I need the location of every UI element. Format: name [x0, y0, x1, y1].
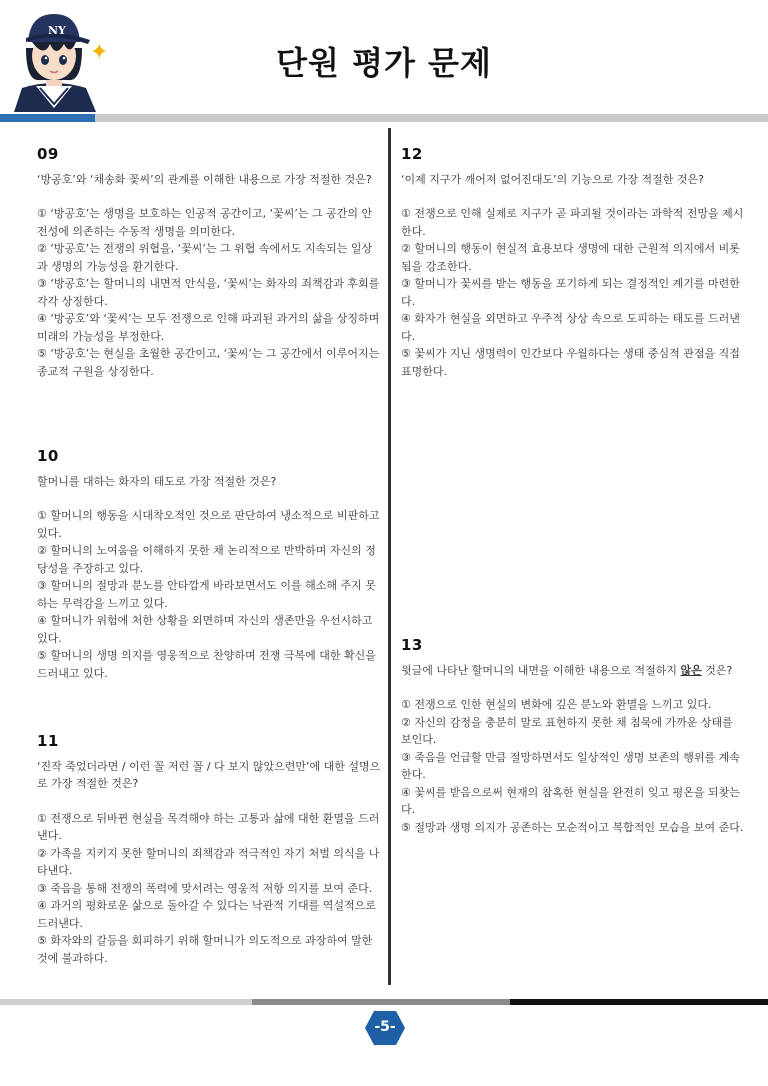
choice-2: ② ‘방공호’는 전쟁의 위협을, ‘꽃씨’는 그 위협 속에서도 지속되는 일상과 생명의 가능성을 환기한다.: [37, 242, 373, 273]
question-stem: 할머니를 대하는 화자의 태도로 가장 적절한 것은?: [37, 474, 277, 488]
choice-1: ① 전쟁으로 인한 현실의 변화에 깊은 분노와 환멸을 느끼고 있다.: [401, 698, 712, 711]
choice-1: ① 전쟁으로 인해 실제로 지구가 곧 파괴될 것이라는 과학적 전망을 제시한다.: [401, 207, 744, 238]
stem-text: 윗글에 나타난 할머니의 내면을 이해한 내용으로 적절하지: [401, 663, 681, 677]
page-number: -5-: [374, 1019, 396, 1035]
choice-2: ② 할머니의 노여움을 이해하지 못한 채 논리적으로 반박하며 자신의 정당성을 주장하고 있다.: [37, 544, 376, 575]
question-number: 12: [401, 145, 423, 163]
page-header: [0, 0, 768, 125]
header-rule-line: [95, 114, 768, 122]
choice-4: ④ ‘방공호’와 ‘꽃씨’는 모두 전쟁으로 인해 파괴된 과거의 삶을 상징하며 미래의 가능성을 부정한다.: [37, 312, 380, 343]
stem-emphasis: 않은: [680, 663, 702, 677]
footer-rule: [0, 999, 768, 1005]
question-11: [37, 733, 381, 967]
question-stem: ‘이제 지구가 깨어져 없어진대도’의 기능으로 가장 적절한 것은?: [401, 172, 704, 186]
choice-4: ④ 화자가 현실을 외면하고 우주적 상상 속으로 도피하는 태도를 드러낸다.: [401, 312, 740, 343]
question-12: [401, 146, 745, 380]
choice-5: ⑤ 절망과 생명 의지가 공존하는 모순적이고 복합적인 모습을 보여 준다.: [401, 820, 744, 834]
question-10: [37, 448, 381, 682]
question-stem: [401, 662, 745, 680]
choice-4: ④ 꽃씨를 받음으로써 현재의 참혹한 현실을 완전히 잊고 평온을 되찾는다.: [401, 785, 740, 816]
page-title: 단원 평가 문제: [276, 44, 492, 82]
choice-2: ② 할머니의 행동이 현실적 효용보다 생명에 대한 근원적 의지에서 비롯됨을 강조한다.: [401, 242, 740, 273]
choice-5: ⑤ 화자와의 갈등을 회피하기 위해 할머니가 의도적으로 과장하여 말한 것에 불과하다.: [37, 934, 373, 965]
question-number: 11: [37, 732, 59, 750]
choice-3: ③ ‘방공호’는 할머니의 내면적 안식을, ‘꽃씨’는 화자의 죄책감과 후회를 각각 상징한다.: [37, 277, 380, 308]
question-09: [37, 146, 381, 380]
question-stem: ‘방공호’와 ‘채송화 꽃씨’의 관계를 이해한 내용으로 가장 적절한 것은?: [37, 172, 372, 186]
footer-rule-light: [0, 999, 252, 1005]
choice-5: ⑤ 할머니의 생명 의지를 영웅적으로 찬양하며 전쟁 극복에 대한 확신을 드러내고 있다.: [37, 649, 376, 680]
choice-1: ① 전쟁으로 뒤바뀐 현실을 목격해야 하는 고통과 삶에 대한 환멸을 드러낸다.: [37, 811, 380, 842]
question-13: [401, 637, 745, 836]
choice-4: ④ 과거의 평화로운 삶으로 돌아갈 수 있다는 낙관적 기대를 역설적으로 드러낸다.: [37, 899, 376, 930]
choice-1: ① 할머니의 행동을 시대착오적인 것으로 판단하여 냉소적으로 비판하고 있다.: [37, 509, 380, 540]
footer-rule-dark: [510, 999, 768, 1005]
choice-3: ③ 죽음을 언급할 만큼 절망하면서도 일상적인 생명 보존의 행위를 계속한다.: [401, 750, 740, 781]
header-rule-accent: [0, 114, 95, 122]
choice-2: ② 가족을 지키지 못한 할머니의 죄책감과 적극적인 자기 처벌 의식을 나타낸다.: [37, 846, 380, 877]
choice-1: ① ‘방공호’는 생명을 보호하는 인공적 공간이고, ‘꽃씨’는 그 공간의 안전성에 의존하는 수동적 생명을 의미한다.: [37, 207, 373, 238]
choice-4: ④ 할머니가 위험에 처한 상황을 외면하며 자신의 생존만을 우선시하고 있다.: [37, 614, 373, 645]
stem-text-end: 것은?: [701, 663, 733, 677]
column-divider: [388, 128, 391, 985]
question-number: 13: [401, 636, 423, 654]
choice-5: ⑤ 꽃씨가 지닌 생명력이 인간보다 우월하다는 생태 중심적 관점을 직접 표명한다.: [401, 347, 740, 378]
choice-3: ③ 할머니의 절망과 분노를 안타깝게 바라보면서도 이를 해소해 주지 못하는 무력감을 느끼고 있다.: [37, 579, 376, 610]
header-rule: [0, 114, 768, 122]
choice-3: ③ 죽음을 통해 전쟁의 폭력에 맞서려는 영웅적 저항 의지를 보여 준다.: [37, 881, 373, 895]
sparkle-icon: ✦: [90, 40, 109, 65]
question-stem: ‘진작 죽었더라면 / 이런 꼴 저런 꼴 / 다 보지 않았으련만’에 대한 설명으로 가장 적절한 것은?: [37, 759, 381, 790]
choice-3: ③ 할머니가 꽃씨를 받는 행동을 포기하게 되는 결정적인 계기를 마련한다.: [401, 277, 740, 308]
footer-rule-mid: [252, 999, 510, 1005]
page-number-badge: [364, 1010, 406, 1046]
svg-text:NY: NY: [48, 24, 66, 37]
question-number: 09: [37, 145, 59, 163]
choice-2: ② 자신의 감정을 충분히 말로 표현하지 못한 채 침묵에 가까운 상태를 보인다.: [401, 715, 733, 746]
choice-5: ⑤ ‘방공호’는 현실을 초월한 공간이고, ‘꽃씨’는 그 공간에서 이루어지는 종교적 구원을 상징한다.: [37, 347, 380, 378]
question-number: 10: [37, 447, 59, 465]
